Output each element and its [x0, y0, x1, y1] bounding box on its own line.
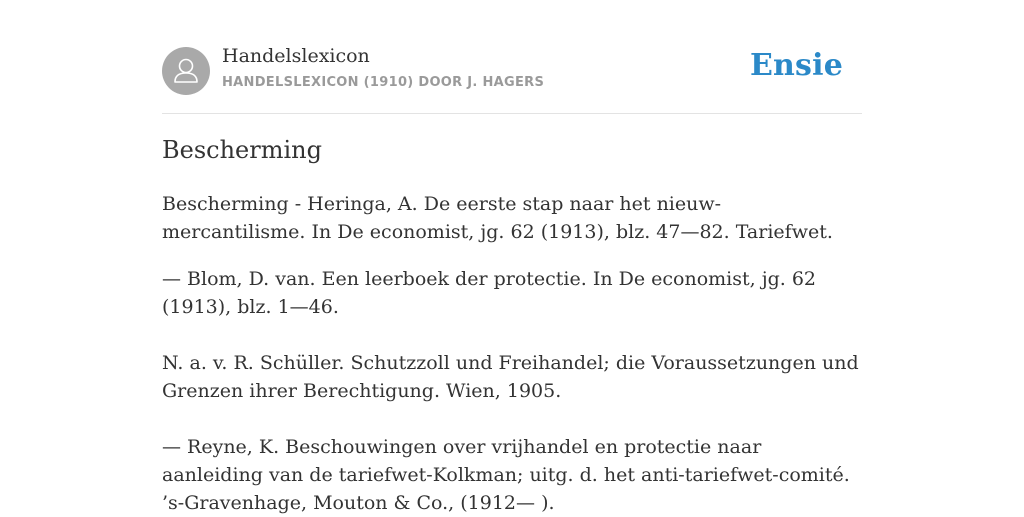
user-icon[interactable] [162, 47, 210, 95]
user-icon-graphic [162, 47, 210, 95]
entry-paragraph: — Reyne, K. Beschouwingen over vrijhandel en protectie naar aanleiding van de tariefwet-Kolkman; uitg. d. het anti-tariefwet-comité. ’s-Gravenhage, Mouton & Co., (1912— ). [162, 436, 850, 514]
entry-paragraph: — Blom, D. van. Een leerboek der protectie. In De economist, jg. 62 (1913), blz. 1—46. [162, 268, 816, 318]
ensie-logo-link[interactable]: Ensie [749, 48, 843, 83]
source-title[interactable]: Handelslexicon [222, 45, 370, 67]
source-subtitle[interactable]: HANDELSLEXICON (1910) DOOR J. HAGERS [222, 75, 545, 90]
entry-paragraph: N. a. v. R. Schüller. Schutzzoll und Freihandel; die Voraussetzungen und Grenzen ihrer Berechtigung. Wien, 1905. [162, 352, 859, 402]
entry-paragraph: Bescherming - Heringa, A. De eerste stap naar het nieuw-mercantilisme. In De economist, jg. 62 (1913), blz. 47—82. Tariefwet. [162, 193, 833, 243]
page-container [162, 0, 862, 514]
source-header [162, 0, 862, 114]
entry-title: Bescherming [162, 136, 322, 164]
